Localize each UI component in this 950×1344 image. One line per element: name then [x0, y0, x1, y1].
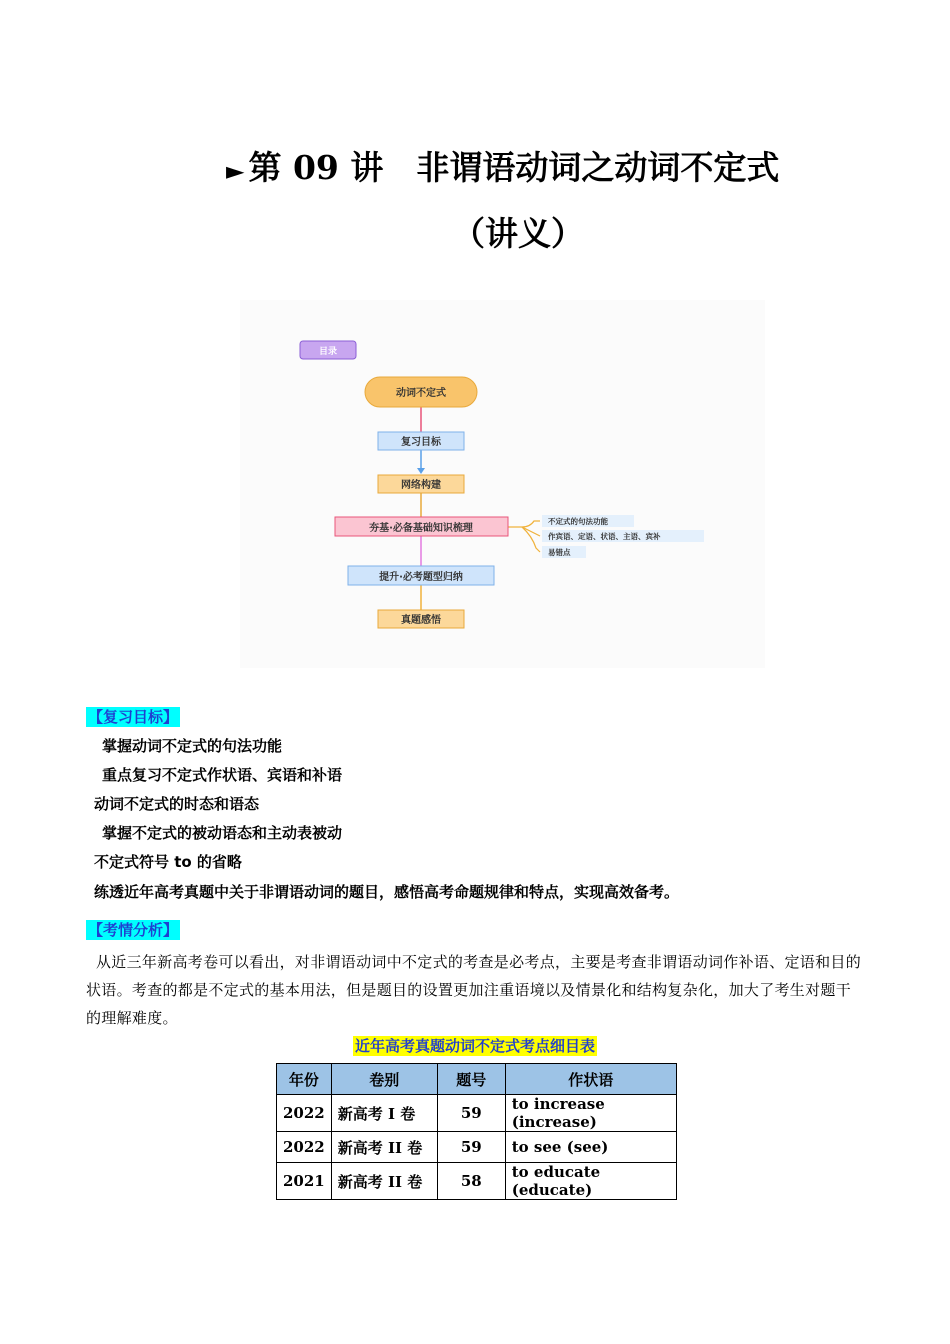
cell-paper: 新高考 II 卷 [331, 1163, 437, 1200]
toc-tag-label: 目录 [318, 347, 338, 357]
exam-analysis-label: 【考情分析】 [88, 921, 179, 939]
toc-mindmap [240, 300, 765, 668]
header-number: 题号 [437, 1064, 505, 1095]
table-header-row [277, 1064, 677, 1095]
root-node-label: 动词不定式 [396, 388, 446, 399]
cell-number: 59 [437, 1095, 505, 1132]
goal-item-6: 练透近年高考真题中关于非谓语动词的题目，感悟高考命题规律和特点，实现高效备考。 [94, 883, 680, 901]
step-label-3: 夯基·必备基础知识梳理 [369, 523, 473, 534]
goal-item-4: 掌握不定式的被动语态和主动表被动 [102, 824, 343, 842]
cell-answer: to increase (increase) [505, 1095, 676, 1132]
branch-label-2: 作宾语、定语、状语、主语、宾补 [548, 532, 661, 541]
cell-answer: to educate (educate) [505, 1163, 676, 1200]
branch-label-1: 不定式的句法功能 [548, 517, 608, 526]
branch-label-3: 易错点 [548, 548, 571, 557]
header-year: 年份 [277, 1064, 332, 1095]
cell-paper: 新高考 II 卷 [331, 1132, 437, 1163]
exam-analysis-text: 从近三年新高考卷可以看出，对非谓语动词中不定式的考查是必考点，主要是考查非谓语动词作补语、定语和目的状语。考查的都是不定式的基本用法，但是题目的设置更加注重语境以及情景化和结构复杂化，加大了考生对题干的理解难度。 [86, 953, 862, 1027]
step-label-4: 提升·必考题型归纳 [379, 572, 463, 583]
table-title-text: 近年高考真题动词不定式考点细目表 [354, 1037, 595, 1055]
goal-item-2: 重点复习不定式作状语、宾语和补语 [102, 766, 343, 784]
cell-year: 2022 [277, 1095, 332, 1132]
cell-year: 2022 [277, 1132, 332, 1163]
goal-item-1: 掌握动词不定式的句法功能 [102, 737, 283, 755]
header-adverbial: 作状语 [505, 1064, 676, 1095]
goal-item-3: 动词不定式的时态和语态 [94, 795, 260, 813]
goal-item-5: 不定式符号 to 的省略 [94, 853, 242, 871]
table-row [277, 1163, 677, 1200]
header-paper: 卷别 [331, 1064, 437, 1095]
review-goals-label: 【复习目标】 [88, 708, 179, 726]
step-label-1: 复习目标 [401, 437, 441, 448]
cell-number: 58 [437, 1163, 505, 1200]
table-title [0, 1035, 950, 1056]
cell-year: 2021 [277, 1163, 332, 1200]
page-subtitle: （讲义） [452, 214, 584, 253]
triangle-marker-icon: ► [226, 156, 245, 185]
title-line-1: 第 09 讲 非谓语动词之动词不定式 [248, 148, 780, 187]
cell-paper: 新高考 I 卷 [331, 1095, 437, 1132]
step-label-5: 真题感悟 [401, 615, 441, 626]
cell-number: 59 [437, 1132, 505, 1163]
page-title [226, 146, 826, 193]
step-label-2: 网络构建 [401, 480, 441, 491]
table-row [277, 1095, 677, 1132]
exam-points-table [276, 1063, 677, 1200]
table-row [277, 1132, 677, 1163]
cell-answer: to see (see) [505, 1132, 676, 1163]
